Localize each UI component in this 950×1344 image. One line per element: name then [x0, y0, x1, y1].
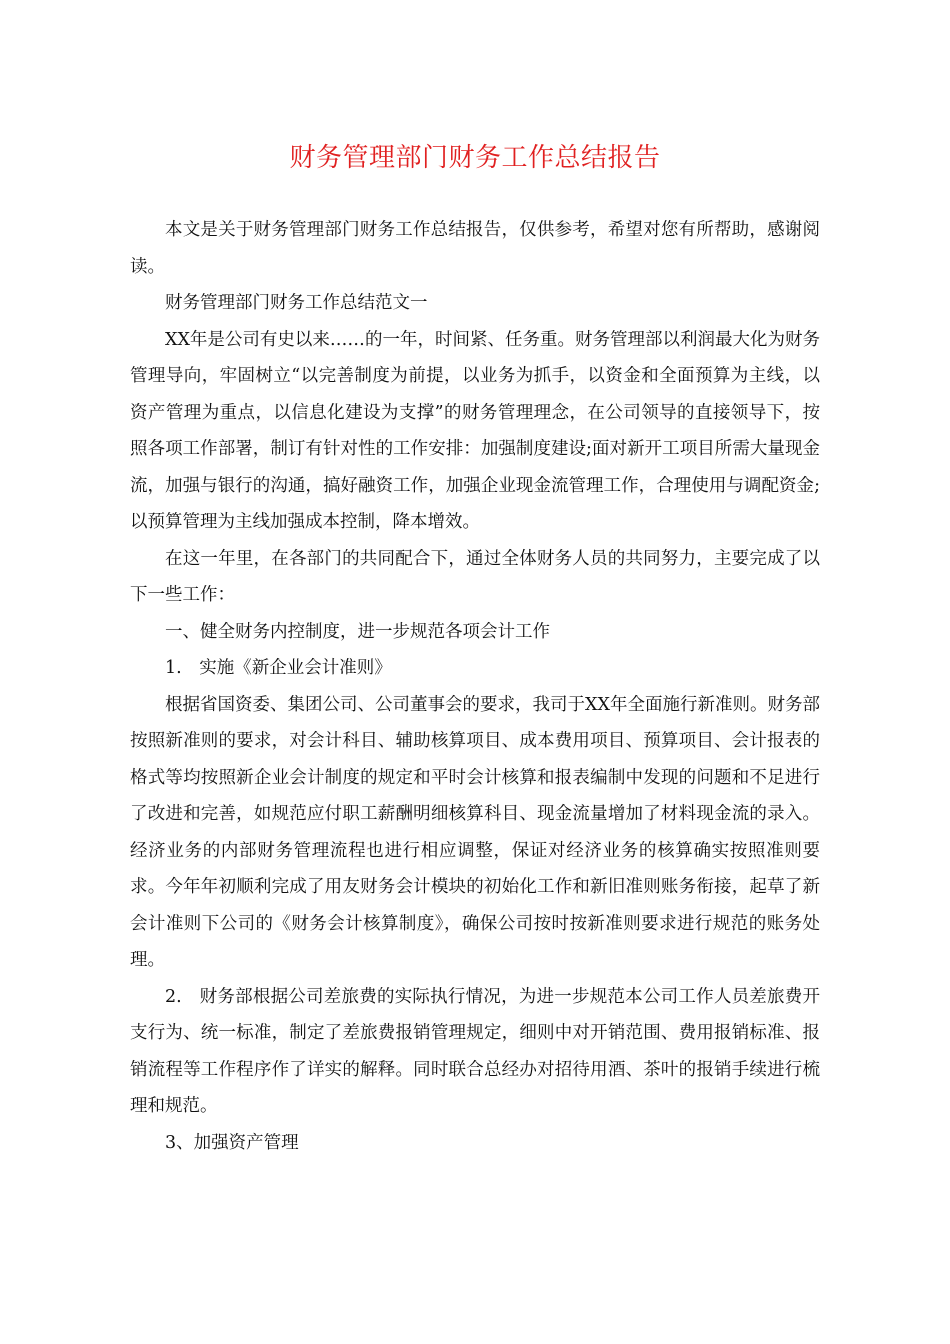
- document-title: 财务管理部门财务工作总结报告: [289, 143, 661, 173]
- document-body: [130, 212, 820, 1161]
- body-paragraph: 在这一年里，在各部门的共同配合下，通过全体财务人员的共同努力，主要完成了以下一些工作：: [130, 548, 820, 605]
- body-paragraph: XX年是公司有史以来……的一年，时间紧、任务重。财务管理部以利润最大化为财务管理导向，牢固树立“以完善制度为前提，以业务为抓手，以资金和全面预算为主线，以资产管理为重点，以信息化建设为支撑”的财务管理理念，在公司领导的直接领导下，按照各项工作部署，制订有针对性的工作安排：加强制度建设;面对新开工项目所需大量现金流，加强与银行的沟通，搞好融资工作，加强企业现金流管理工作，合理使用与调配资金;以预算管理为主线加强成本控制，降本增效。: [130, 329, 820, 532]
- intro-paragraph: 本文是关于财务管理部门财务工作总结报告，仅供参考，希望对您有所帮助，感谢阅读。: [130, 220, 820, 277]
- subsection-heading-3: 3、加强资产管理: [165, 1132, 299, 1153]
- section-heading-one: 一、健全财务内控制度，进一步规范各项会计工作: [165, 621, 550, 642]
- section-heading-sample-one: 财务管理部门财务工作总结范文一: [165, 293, 428, 313]
- subsection-heading-1: 1. 实施《新企业会计准则》: [165, 658, 392, 678]
- body-paragraph: 根据省国资委、集团公司、公司董事会的要求，我司于XX年全面施行新准则。财务部按照新准则的要求，对会计科目、辅助核算项目、成本费用项目、预算项目、会计报表的格式等均按照新企业会计制度的规定和平时会计核算和报表编制中发现的问题和不足进行了改进和完善，如规范应付职工薪酬明细核算科目、现金流量增加了材料现金流的录入。经济业务的内部财务管理流程也进行相应调整，保证对经济业务的核算确实按照准则要求。今年年初顺利完成了用友财务会计模块的初始化工作和新旧准则账务衔接，起草了新会计准则下公司的《财务会计核算制度》，确保公司按时按新准则要求进行规范的账务处理。: [130, 694, 820, 970]
- body-paragraph: 2. 财务部根据公司差旅费的实际执行情况，为进一步规范本公司工作人员差旅费开支行为、统一标准，制定了差旅费报销管理规定，细则中对开销范围、费用报销标准、报销流程等工作程序作了详实的解释。同时联合总经办对招待用酒、茶叶的报销手续进行梳理和规范。: [130, 986, 820, 1116]
